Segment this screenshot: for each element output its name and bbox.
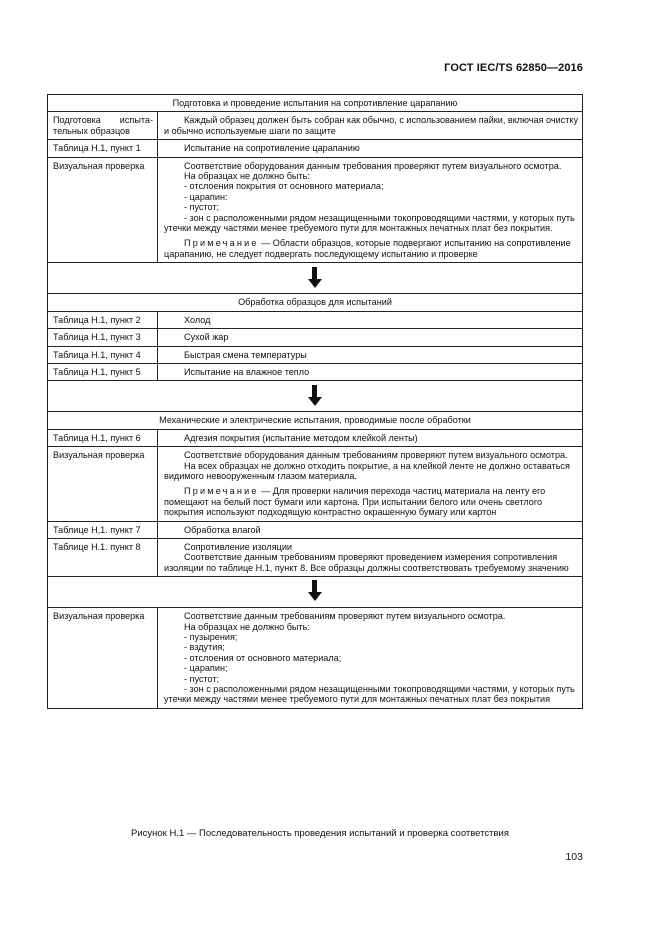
row-content: Сопротивление изоляции Соответствие данным требованиям проверяют проведением измерения сопротивления изоляции по таблице Н.1, пункт 8. Все образцы должны соответствовать требуемому значению — [158, 538, 583, 576]
note: Примечание — Области образцов, которые подвергают испытанию на сопротивление царапанию, не следует подвергать последующему испытанию и проверке — [164, 238, 571, 259]
row-label: Визуальная проверка — [48, 447, 158, 521]
row-content: Сухой жар — [158, 329, 583, 346]
section-title-mechanical: Механические и электрические испытания, проводимые после обработки — [48, 412, 583, 429]
row-label: Таблице Н,1. пункт 7 — [48, 521, 158, 538]
row-label: Визуальная проверка — [48, 157, 158, 263]
table-row — [48, 608, 583, 709]
section-title-scratch: Подготовка и проведение испытания на сопротивление царапанию — [48, 95, 583, 112]
arrow-down-icon — [308, 267, 322, 288]
table-row — [48, 329, 583, 346]
row-content: Испытание на влажное тепло — [158, 363, 583, 380]
row-label: Таблица Н.1, пункт 5 — [48, 363, 158, 380]
table-row — [48, 538, 583, 576]
row-label: Таблица Н.1, пункт 4 — [48, 346, 158, 363]
standard-number: ГОСТ IEC/TS 62850—2016 — [444, 62, 583, 74]
table-row — [48, 429, 583, 446]
row-content: Адгезия покрытия (испытание методом клейкой ленты) — [158, 429, 583, 446]
row-content: Соответствие оборудования данным требования проверяют путем визуального осмотра. На образцах не должно быть: - отслоения покрытия от основного материала; - царапин: - пустот; - зон с расположенными рядом незащищенными токопроводящими частями, у которых путь утечки между частями менее требуемого пути для монтажных печатных плат без покрытия. Примечание — Области образцов, которые подвергают испытанию на сопротивление царапанию, не следует подвергать последующему испытанию и проверке — [158, 157, 583, 263]
row-content: Испытание на сопротивление царапанию — [158, 140, 583, 157]
table-row — [48, 521, 583, 538]
row-content: Холод — [158, 311, 583, 328]
table-row — [48, 112, 583, 140]
arrow-down-icon — [308, 580, 322, 601]
page-number: 103 — [565, 851, 583, 863]
table-row — [48, 363, 583, 380]
row-content: Каждый образец должен быть собран как обычно, с использованием пайки, включая очистку и обычно используемые шаги по защите — [158, 112, 583, 140]
row-content: Быстрая смена температуры — [158, 346, 583, 363]
row-label: Таблица Н.1, пункт 1 — [48, 140, 158, 157]
row-label: Таблица Н.1, пункт 6 — [48, 429, 158, 446]
arrow-down-icon — [308, 385, 322, 406]
test-sequence-table — [47, 94, 583, 709]
table-row — [48, 140, 583, 157]
row-content: Обработка влагой — [158, 521, 583, 538]
row-label: Таблице Н.1. пункт 8 — [48, 538, 158, 576]
table-row — [48, 311, 583, 328]
row-content: Соответствие оборудования данным требованиям проверяют путем визуального осмотра. На всех образцах не должно отходить покрытие, а на клейкой ленте не должно оставаться видимого невооруженным глазом материала. Примечание — Для проверки наличия перехода частиц материала на ленту его помещают на белый пост бумаги или картона. При испытании белого или очень светлого покрытия используют подходящую контрастно окрашенную бумагу или картон — [158, 447, 583, 521]
table-row — [48, 447, 583, 521]
row-label: Подготовка испыта-тельных образцов — [48, 112, 158, 140]
figure-caption: Рисунок Н.1 — Последовательность проведения испытаний и проверка соответствия — [131, 828, 509, 839]
note: Примечание — Для проверки наличия перехода частиц материала на ленту его помещают на белый пост бумаги или картона. При испытании белого или очень светлого покрытия используют подходящую контрастно окрашенную бумагу или картон — [164, 486, 546, 518]
row-label: Таблица Н.1, пункт 3 — [48, 329, 158, 346]
table-row — [48, 346, 583, 363]
row-label: Визуальная проверка — [48, 608, 158, 709]
row-content: Соответствие данным требованиям проверяют путем визуального осмотра. На образцах не должно быть: - пузырения; - вздутия; - отслоения от основного материала; - царапин; - пустот; - зон с расположенными рядом незащищенными токопроводящими частями, у которых путь утечки между частями менее требуемого пути для монтажных печатных плат без покрытия — [158, 608, 583, 709]
table-row — [48, 157, 583, 263]
section-title-conditioning: Обработка образцов для испытаний — [48, 294, 583, 311]
row-label: Таблица Н.1, пункт 2 — [48, 311, 158, 328]
